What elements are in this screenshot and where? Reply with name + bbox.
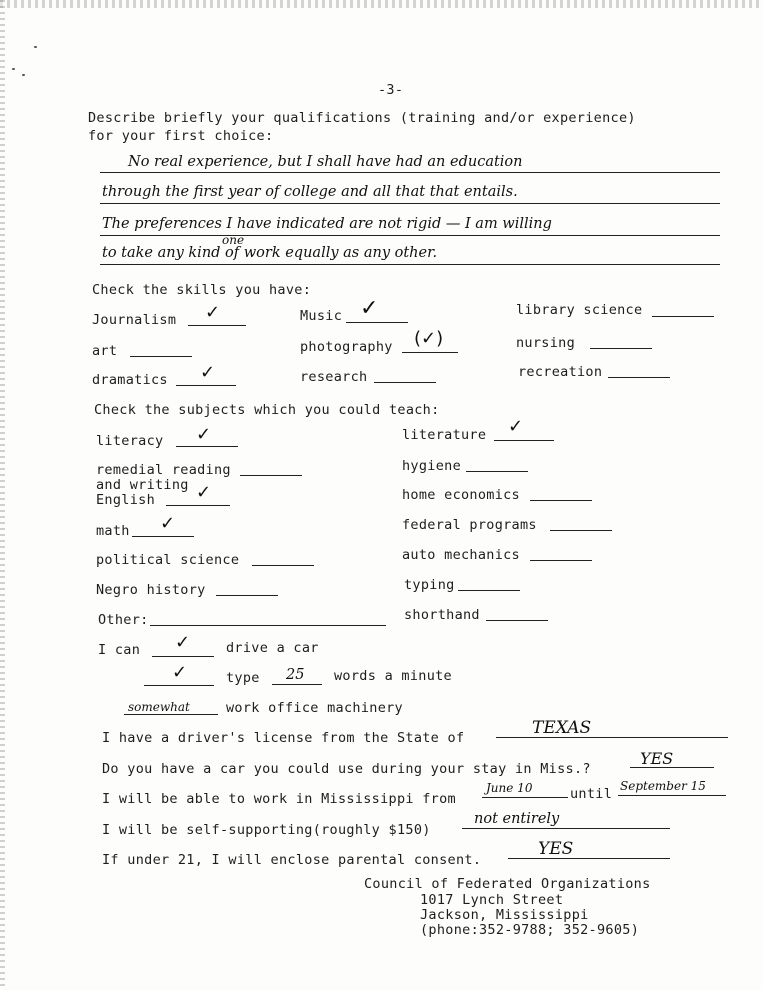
license-blank[interactable]	[496, 737, 728, 738]
subject-blank-negro-history[interactable]	[216, 595, 278, 596]
license-label: I have a driver's license from the State of	[102, 730, 465, 746]
skill-blank-art[interactable]	[130, 356, 192, 357]
skill-blank-nursing[interactable]	[590, 348, 652, 349]
scan-speck	[12, 68, 15, 70]
subject-blank-political-science[interactable]	[252, 565, 314, 566]
scan-edge-left	[0, 0, 5, 990]
subject-label-literature: literature	[402, 427, 487, 443]
car-answer[interactable]: YES	[640, 749, 674, 768]
footer-city: Jackson, Mississippi	[420, 907, 589, 923]
subject-blank-literacy[interactable]	[176, 446, 238, 447]
skill-blank-research[interactable]	[374, 382, 436, 383]
qualifications-answer-line[interactable]: The preferences I have indicated are not rigid — I am willing	[102, 216, 552, 232]
subject-blank-federal-programs[interactable]	[550, 530, 612, 531]
qualifications-answer-line[interactable]: to take any kind of work equally as any other.	[102, 245, 438, 261]
subject-label-negro-history: Negro history	[96, 582, 206, 598]
checkmark-icon: ✓	[160, 513, 176, 534]
consent-label: If under 21, I will enclose parental consent.	[102, 852, 482, 868]
skill-label-library-science: library science	[516, 302, 643, 318]
skills-heading: Check the skills you have:	[92, 282, 312, 298]
checkmark-icon: ✓	[196, 482, 212, 503]
subjects-heading: Check the subjects which you could teach:	[94, 402, 440, 418]
subject-blank-other[interactable]	[150, 625, 386, 626]
page-number: -3-	[378, 82, 404, 98]
scan-speck	[22, 74, 25, 76]
answer-underline	[100, 235, 720, 236]
skill-label-research: research	[300, 369, 368, 385]
inserted-word: one	[222, 233, 245, 247]
license-answer[interactable]: TEXAS	[532, 718, 592, 738]
qualifications-answer-line[interactable]: through the first year of college and all that that entails.	[102, 184, 518, 200]
skill-label-art: art	[92, 343, 118, 359]
drive-label: drive a car	[226, 640, 319, 656]
checkmark-icon: ✓	[205, 302, 221, 323]
skill-blank-music[interactable]	[346, 322, 408, 323]
type-label: type	[226, 670, 260, 686]
type-blank[interactable]	[144, 685, 214, 686]
skill-label-photography: photography	[300, 339, 393, 355]
subject-blank-literature[interactable]	[494, 440, 554, 441]
skill-blank-photography[interactable]	[402, 352, 458, 353]
skill-label-dramatics: dramatics	[92, 372, 168, 388]
subject-blank-shorthand[interactable]	[486, 620, 548, 621]
answer-underline	[100, 264, 720, 265]
skill-label-nursing: nursing	[516, 335, 575, 351]
work-until-answer[interactable]: September 15	[620, 779, 706, 793]
self-support-blank[interactable]	[462, 828, 670, 829]
office-blank[interactable]	[124, 714, 218, 715]
skill-blank-recreation[interactable]	[608, 377, 670, 378]
work-from-blank[interactable]	[482, 797, 568, 798]
subject-blank-hygiene[interactable]	[466, 471, 528, 472]
self-support-answer[interactable]: not entirely	[474, 811, 560, 827]
checkmark-icon: ✓	[200, 362, 216, 383]
scan-speck	[34, 46, 37, 48]
scan-edge-top	[0, 0, 763, 8]
checkmark-icon: ✓	[196, 424, 212, 445]
subject-label-political-science: political science	[96, 552, 240, 568]
car-label: Do you have a car you could use during your stay in Miss.?	[102, 761, 591, 777]
qualifications-prompt-2: for your first choice:	[88, 128, 274, 144]
self-support-label: I will be self-supporting(roughly $150)	[102, 822, 431, 838]
checkmark-icon: ✓	[508, 416, 524, 437]
office-answer[interactable]: somewhat	[128, 700, 190, 714]
checkmark-icon: (✓)	[414, 328, 444, 349]
qualifications-answer-line[interactable]: No real experience, but I shall have had an education	[128, 154, 523, 170]
answer-underline	[100, 172, 720, 173]
qualifications-prompt: Describe briefly your qualifications (training and/or experience)	[88, 110, 636, 126]
until-label: until	[570, 786, 613, 802]
subject-blank-english[interactable]	[166, 505, 230, 506]
subject-label-math: math	[96, 523, 130, 539]
subject-label-and-writing: and writing	[96, 477, 189, 493]
footer-phone: (phone:352-9788; 352-9605)	[420, 922, 640, 938]
checkmark-icon: ✓	[175, 632, 191, 653]
i-can-label: I can	[98, 642, 141, 658]
skill-blank-journalism[interactable]	[188, 325, 246, 326]
subject-blank-auto-mechanics[interactable]	[530, 560, 592, 561]
answer-underline	[100, 203, 720, 204]
skill-label-recreation: recreation	[518, 364, 603, 380]
subject-label-literacy: literacy	[96, 433, 164, 449]
subject-label-remedial-reading: remedial reading	[96, 462, 231, 478]
subject-label-shorthand: shorthand	[404, 607, 480, 623]
work-from-answer[interactable]: June 10	[486, 781, 533, 795]
subject-blank-typing[interactable]	[458, 590, 520, 591]
work-label: I will be able to work in Mississippi from	[102, 791, 456, 807]
subject-label-auto-mechanics: auto mechanics	[402, 547, 520, 563]
skill-blank-dramatics[interactable]	[176, 385, 236, 386]
office-label: work office machinery	[226, 700, 403, 716]
wpm-value[interactable]: 25	[286, 667, 305, 683]
wpm-label: words a minute	[334, 668, 452, 684]
footer-street: 1017 Lynch Street	[420, 892, 564, 908]
subject-label-federal-programs: federal programs	[402, 517, 537, 533]
consent-answer[interactable]: YES	[538, 839, 574, 859]
subject-blank-math[interactable]	[132, 536, 194, 537]
drive-blank[interactable]	[152, 656, 214, 657]
consent-blank[interactable]	[508, 858, 670, 859]
skill-label-music: Music	[300, 308, 343, 324]
subject-label-hygiene: hygiene	[402, 458, 461, 474]
footer-org: Council of Federated Organizations	[364, 876, 651, 892]
work-until-blank[interactable]	[618, 795, 726, 796]
subject-label-english: English	[96, 492, 155, 508]
subject-label-other: Other:	[98, 612, 149, 628]
checkmark-icon: ✓	[360, 296, 379, 321]
checkmark-icon: ✓	[172, 662, 188, 683]
subject-blank-remedial-reading[interactable]	[240, 475, 302, 476]
subject-blank-home-economics[interactable]	[530, 500, 592, 501]
wpm-blank[interactable]	[272, 684, 322, 685]
subject-label-typing: typing	[404, 577, 455, 593]
skill-blank-library-science[interactable]	[652, 316, 714, 317]
skill-label-journalism: Journalism	[92, 312, 177, 328]
subject-label-home-economics: home economics	[402, 487, 520, 503]
